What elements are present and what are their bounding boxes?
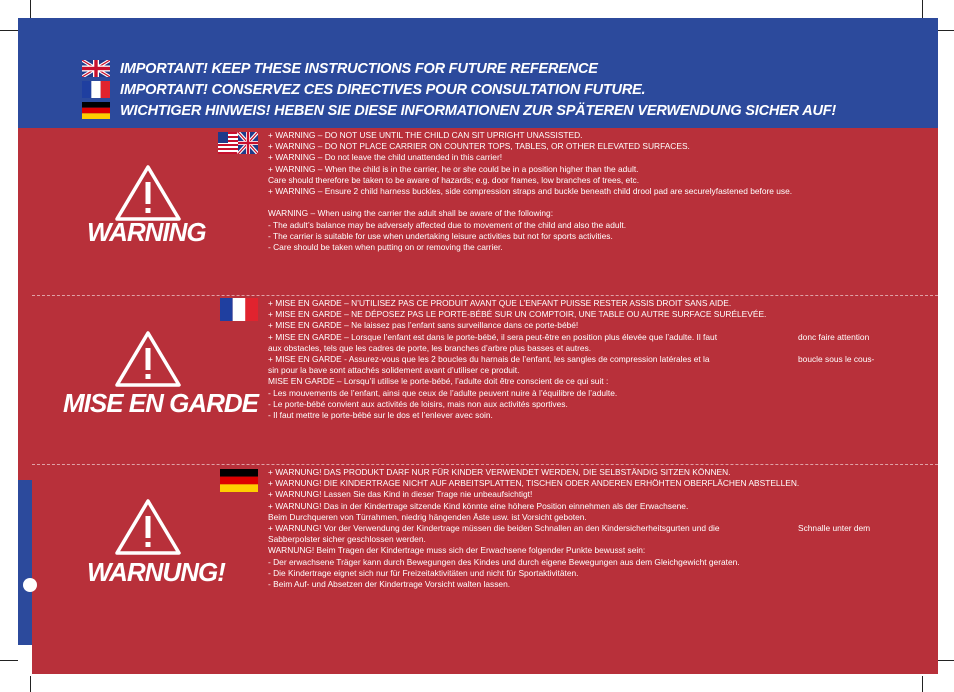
text-line: - Les mouvements de l’enfant, ainsi que ceux de l’adulte peuvent nuire à l’équilibre de l’adulte.: [268, 387, 618, 398]
text-line: - Die Kindertrage eignet sich nur für Freizeitaktivitäten und nicht für Sportaktivitäten.: [268, 567, 579, 578]
header-line-en: IMPORTANT! KEEP THESE INSTRUCTIONS FOR FUTURE REFERENCE: [120, 61, 598, 77]
warning-triangle-icon: [114, 330, 182, 388]
section-text-de: [268, 467, 928, 590]
crop-mark: [30, 676, 31, 692]
crop-mark: [30, 0, 31, 18]
text-line: Care should therefore be taken to be aware of hazards; e.g. door frames, low branches of trees, etc.: [268, 174, 640, 185]
header-line-de: WICHTIGER HINWEIS! HEBEN SIE DIESE INFORMATIONEN ZUR SPÄTEREN VERWENDUNG SICHER AUF!: [120, 103, 837, 119]
france-flag-icon: [82, 81, 110, 98]
crop-mark: [922, 676, 923, 692]
section-heading-fr: MISE EN GARDE: [63, 388, 259, 418]
text-line: + WARNING – DO NOT USE UNTIL THE CHILD CAN SIT UPRIGHT UNASSISTED.: [268, 130, 583, 140]
text-line-trail: donc faire attention: [798, 331, 870, 342]
section-divider: [32, 464, 938, 465]
text-line: Beim Durchqueren von Türrahmen, niedrig hängenden Äste usw. ist Vorsicht geboten.: [268, 511, 587, 522]
text-line: + MISE EN GARDE - Assurez-vous que les 2 boucles du harnais de l’enfant, les sangles de compression latérales et la boucle sous le cous-: [268, 354, 875, 365]
text-line: + MISE EN GARDE – N’UTILISEZ PAS CE PRODUIT AVANT QUE L’ENFANT PUISSE RESTER ASSIS DROIT SANS AIDE.: [268, 298, 732, 308]
text-line: + MISE EN GARDE – Ne laissez pas l’enfant sans surveillance dans ce porte-bébé!: [268, 320, 579, 331]
france-flag-icon: [220, 298, 258, 321]
left-bleed-blue: [18, 480, 32, 645]
crop-mark: [938, 30, 954, 31]
warning-triangle-icon: [114, 498, 182, 556]
text-line: + WARNING – Do not leave the child unattended in this carrier!: [268, 152, 503, 163]
text-line: - Der erwachsene Träger kann durch Bewegungen des Kindes und durch eigene Bewegungen aus dem Gleichgewicht geraten.: [268, 556, 740, 567]
text-line: - Care should be taken when putting on or removing the carrier.: [268, 242, 503, 253]
text-line: + WARNUNG! Vor der Verwendung der Kindertrage müssen die beiden Schnallen an den Kindersicherheitsgurten und die Schnalle unter dem: [268, 523, 871, 534]
text-line-trail: Schnalle unter dem: [798, 523, 871, 534]
text-line: - Le porte-bébé convient aux activités de loisirs, mais non aux activités sportives.: [268, 398, 568, 409]
text-line: - Beim Auf- und Absetzen der Kindertrage Vorsicht walten lassen.: [268, 579, 511, 590]
text-line: + WARNUNG! Das in der Kindertrage sitzende Kind könnte eine höhere Position einnehmen als der Erwachsene.: [268, 500, 689, 511]
text-line: sin pour la bave sont attachés solidement avant d’utiliser ce produit.: [268, 365, 520, 376]
left-bleed-blue: [18, 18, 32, 128]
registration-dot: [23, 578, 37, 592]
crop-mark: [0, 30, 18, 31]
text-line: MISE EN GARDE – Lorsqu’il utilise le porte-bébé, l’adulte doit être conscient de ce qui suit :: [268, 376, 609, 387]
text-line: + WARNING – Ensure 2 child harness buckles, side compression straps and buckle beneath child drool pad are securelyfastened before use.: [268, 186, 793, 197]
text-line: + WARNUNG! DIE KINDERTRAGE NICHT AUF ARBEITSPLATTEN, TISCHEN ODER ANDEREN ERHÖHTEN OBERFLÄCHEN ABSTELLEN.: [268, 478, 800, 489]
germany-flag-icon: [220, 469, 258, 492]
text-line: + WARNING – When the child is in the carrier, he or she could be in a position higher than the adult.: [268, 163, 639, 174]
section-divider: [32, 295, 938, 296]
uk-flag-icon: [82, 60, 110, 77]
germany-flag-icon: [82, 102, 110, 119]
text-line: - Il faut mettre le porte-bébé sur le dos et l’enlever avec soin.: [268, 410, 493, 421]
text-line: + WARNUNG! DAS PRODUKT DARF NUR FÜR KINDER VERWENDET WERDEN, DIE SELBSTÄNDIG SITZEN KÖNNEN.: [268, 467, 731, 477]
text-line: WARNING – When using the carrier the adult shall be aware of the following:: [268, 208, 554, 219]
section-heading-en: WARNING: [87, 217, 206, 247]
text-line: Sabberpolster sicher geschlossen werden.: [268, 534, 426, 545]
crop-mark: [938, 660, 954, 661]
left-bleed-red: [18, 128, 32, 480]
text-line: - The adult’s balance may be adversely affected due to movement of the child and also the adult.: [268, 219, 627, 230]
text-line: WARNUNG! Beim Tragen der Kindertrage muss sich der Erwachsene folgender Punkte bewusst sein:: [268, 545, 646, 556]
header-line-fr: IMPORTANT! CONSERVEZ CES DIRECTIVES POUR CONSULTATION FUTURE.: [120, 82, 646, 98]
text-line: + MISE EN GARDE – Lorsque l’enfant est dans le porte-bébé, il sera peut-être en position plus élevée que l’adulte. Il faut donc faire attention: [268, 331, 870, 342]
crop-mark: [0, 660, 18, 661]
instruction-card: [32, 18, 938, 674]
us-uk-flag-icon: [218, 132, 258, 154]
section-text-fr: [268, 298, 928, 421]
text-line: + MISE EN GARDE – NE DÉPOSEZ PAS LE PORTE-BÉBÉ SUR UN COMPTOIR, UNE TABLE OU AUTRE SURFACE SURÉLEVÉE.: [268, 309, 767, 320]
text-line: + WARNUNG! Lassen Sie das Kind in dieser Trage nie unbeaufsichtigt!: [268, 489, 533, 500]
section-text-en: [268, 130, 928, 253]
warning-triangle-icon: [114, 164, 182, 222]
text-line-trail: boucle sous le cous-: [798, 354, 875, 365]
text-line: aux obstacles, tels que les cadres de porte, les branches d’arbre plus basses et autres.: [268, 342, 592, 353]
crop-mark: [922, 0, 923, 18]
text-line: + WARNING – DO NOT PLACE CARRIER ON COUNTER TOPS, TABLES, OR OTHER ELEVATED SURFACES.: [268, 141, 690, 152]
text-line: - The carrier is suitable for use when undertaking leisure activities but not for sports activities.: [268, 230, 613, 241]
section-heading-de: WARNUNG!: [87, 557, 225, 587]
